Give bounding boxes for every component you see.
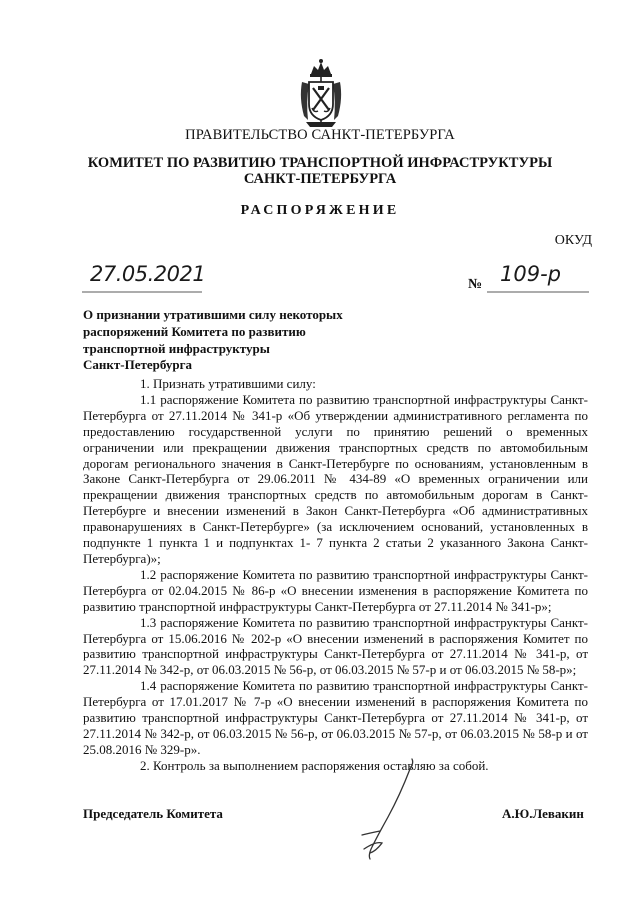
number-underline <box>487 290 589 294</box>
subject-line: О признании утратившими силу некоторых <box>83 307 343 322</box>
handwritten-signature <box>340 755 420 865</box>
document-type: РАСПОРЯЖЕНИЕ <box>240 203 400 218</box>
document-body <box>83 376 588 774</box>
signatory-position: Председатель Комитета <box>83 806 223 821</box>
government-title: ПРАВИТЕЛЬСТВО САНКТ-ПЕТЕРБУРГА <box>185 127 455 143</box>
paragraph-1-1: 1.1 распоряжение Комитета по развитию транспортной инфраструктуры Санкт-Петербурга от 27.11.2014 № 341-р «Об утверждении административного регламента по предоставлению государственной услуги по принятию решений о временных ограничении или прекращении движения транспортных средств по автомобильным дорогам регионального значения в Санкт-Петербурге по основаниям, установленным в Законе Санкт-Петербурга от 29.06.2011 № 434-89 «О временных ограничении или прекращении движения транспортных средств по автомобильным дорогам в Санкт-Петербурге и внесении изменений в Закон Санкт-Петербурга «Об административных правонарушениях в Санкт-Петербурге» (за исключением оснований, установленных в подпункте 1 пункта 1 и подпунктах 1- 7 пункта 2 статьи 2 указанного Закона Санкт-Петербурга)»; <box>83 391 588 566</box>
paragraph-2: 2. Контроль за выполнением распоряжения оставляю за собой. <box>140 757 489 773</box>
committee-title-line1: КОМИТЕТ ПО РАЗВИТИЮ ТРАНСПОРТНОЙ ИНФРАСТРУКТУРЫ <box>87 155 553 171</box>
committee-title <box>0 155 640 187</box>
paragraph-1-4: 1.4 распоряжение Комитета по развитию транспортной инфраструктуры Санкт-Петербурга от 17.01.2017 № 7-р «О внесении изменений в распоряжения Комитета по развитию транспортной инфраструктуры Санкт-Петербурга от 27.11.2014 № 341-р, от 27.11.2014 № 342-р, от 06.03.2015 № 56-р, от 06.03.2015 № 57-р, от 06.03.2015 № 58-р и от 25.08.2016 № 329-р». <box>83 678 588 757</box>
signatory-name: А.Ю.Левакин <box>502 806 584 821</box>
paragraph-1-2: 1.2 распоряжение Комитета по развитию транспортной инфраструктуры Санкт-Петербурга от 02.04.2015 № 86-р «О внесении изменения в распоряжение Комитета по развитию транспортной инфраструктуры Санкт-Петербурга от 27.11.2014 № 341-р»; <box>83 566 588 614</box>
date-underline <box>82 290 202 294</box>
paragraph-1: 1. Признать утратившими силу: <box>140 376 316 391</box>
committee-title-line2: САНКТ-ПЕТЕРБУРГА <box>243 171 397 187</box>
okud-label: ОКУД <box>554 233 592 248</box>
subject-line: транспортной инфраструктуры <box>83 340 270 356</box>
number-sign: № <box>468 277 483 292</box>
subject-line: распоряжений Комитета по развитию <box>83 323 306 339</box>
document-number: 109-р <box>500 262 561 286</box>
coat-of-arms-emblem <box>296 58 346 130</box>
subject-line: Санкт-Петербурга <box>83 357 192 373</box>
document-date: 27.05.2021 <box>90 262 206 286</box>
document-subject <box>83 307 383 374</box>
paragraph-1-3: 1.3 распоряжение Комитета по развитию транспортной инфраструктуры Санкт-Петербурга от 15.06.2016 № 202-р «О внесении изменений в распоряжения Комитет по развитию транспортной инфраструктуры Санкт-Петербурга от 27.11.2014 № 341-р, от 27.11.2014 № 342-р, от 06.03.2015 № 56-р, от 06.03.2015 № 57-р и от 06.03.2015 № 58-р»; <box>83 614 588 678</box>
